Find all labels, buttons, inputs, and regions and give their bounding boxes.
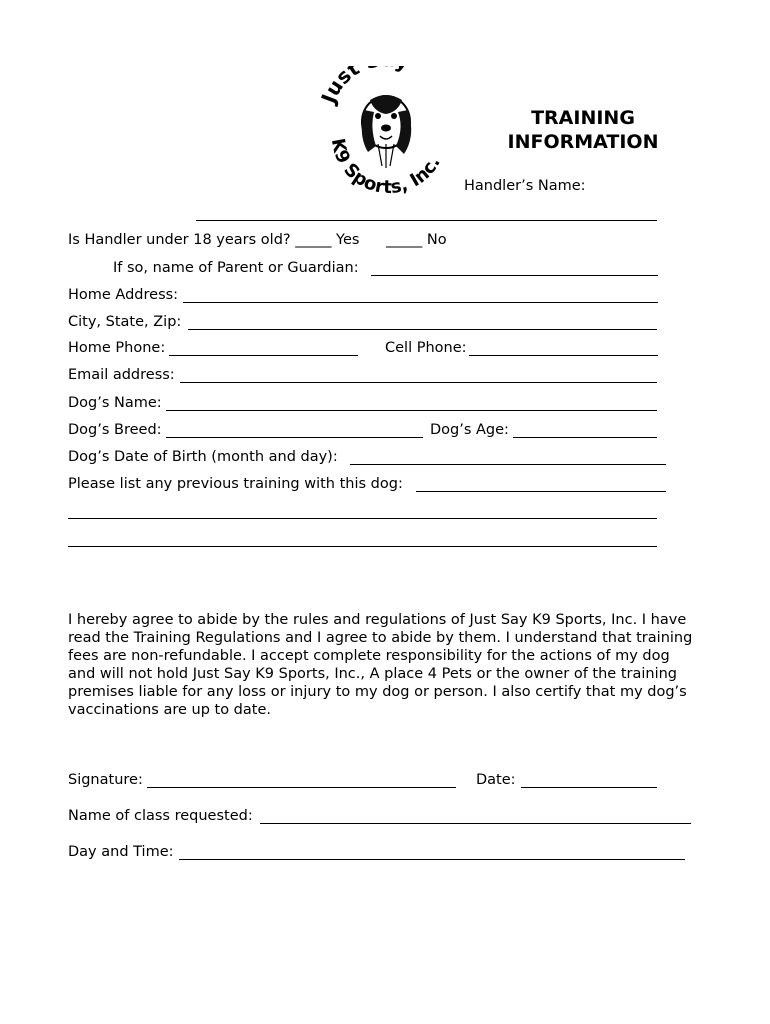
day-time-line[interactable] [179, 859, 685, 860]
email-line[interactable] [180, 382, 657, 383]
dog-dob-line[interactable] [350, 464, 666, 465]
logo-text-bottom: K9 Sports, Inc. [326, 136, 445, 196]
previous-training-label: Please list any previous training with this dog: [68, 476, 403, 492]
class-requested-line[interactable] [260, 823, 691, 824]
title-line-2: INFORMATION [507, 131, 659, 153]
logo [318, 66, 450, 196]
dog-name-line[interactable] [166, 410, 657, 411]
home-phone-line[interactable] [169, 355, 358, 356]
previous-training-line-2[interactable] [68, 518, 657, 519]
previous-training-line-1[interactable] [416, 491, 666, 492]
date-line[interactable] [521, 787, 657, 788]
dog-logo-icon [318, 66, 450, 196]
handler-name-line[interactable] [196, 220, 657, 221]
page-title [498, 106, 668, 154]
previous-training-line-3[interactable] [68, 546, 657, 547]
dog-age-label: Dog’s Age: [430, 422, 509, 438]
day-time-label: Day and Time: [68, 844, 174, 860]
dog-age-line[interactable] [513, 437, 657, 438]
signature-label: Signature: [68, 772, 143, 788]
handler-name-label: Handler’s Name: [464, 178, 586, 194]
email-label: Email address: [68, 367, 175, 383]
city-state-zip-line[interactable] [188, 329, 657, 330]
guardian-line[interactable] [371, 275, 658, 276]
date-label: Date: [476, 772, 516, 788]
cell-phone-line[interactable] [469, 355, 658, 356]
under18-label: Is Handler under 18 years old? _____ Yes [68, 232, 360, 248]
home-address-line[interactable] [183, 302, 658, 303]
guardian-label: If so, name of Parent or Guardian: [113, 260, 359, 276]
title-line-1: TRAINING [531, 107, 635, 129]
logo-text-top: Just [318, 66, 364, 107]
home-address-label: Home Address: [68, 287, 179, 303]
signature-line[interactable] [147, 787, 456, 788]
home-phone-label: Home Phone: [68, 340, 166, 356]
dog-name-label: Dog’s Name: [68, 395, 162, 411]
dog-breed-line[interactable] [166, 437, 423, 438]
under18-no-label: _____ No [386, 232, 447, 248]
cell-phone-label: Cell Phone: [385, 340, 467, 356]
city-state-zip-label: City, State, Zip: [68, 314, 182, 330]
agreement-paragraph: I hereby agree to abide by the rules and regulations of Just Say K9 Sports, Inc. I have read the Training Regulations and I agree to abide by them. I understand that training fees are non-refundable. I accept complete responsibility for the actions of my dog and will not hold Just Say K9 Sports, Inc., A place 4 Pets or the owner of the training premises liable for any loss or injury to my dog or person. I also certify that my dog’s vaccinations are up to date. [68, 612, 693, 718]
dog-breed-label: Dog’s Breed: [68, 422, 162, 438]
class-requested-label: Name of class requested: [68, 808, 253, 824]
dog-dob-label: Dog’s Date of Birth (month and day): [68, 449, 338, 465]
